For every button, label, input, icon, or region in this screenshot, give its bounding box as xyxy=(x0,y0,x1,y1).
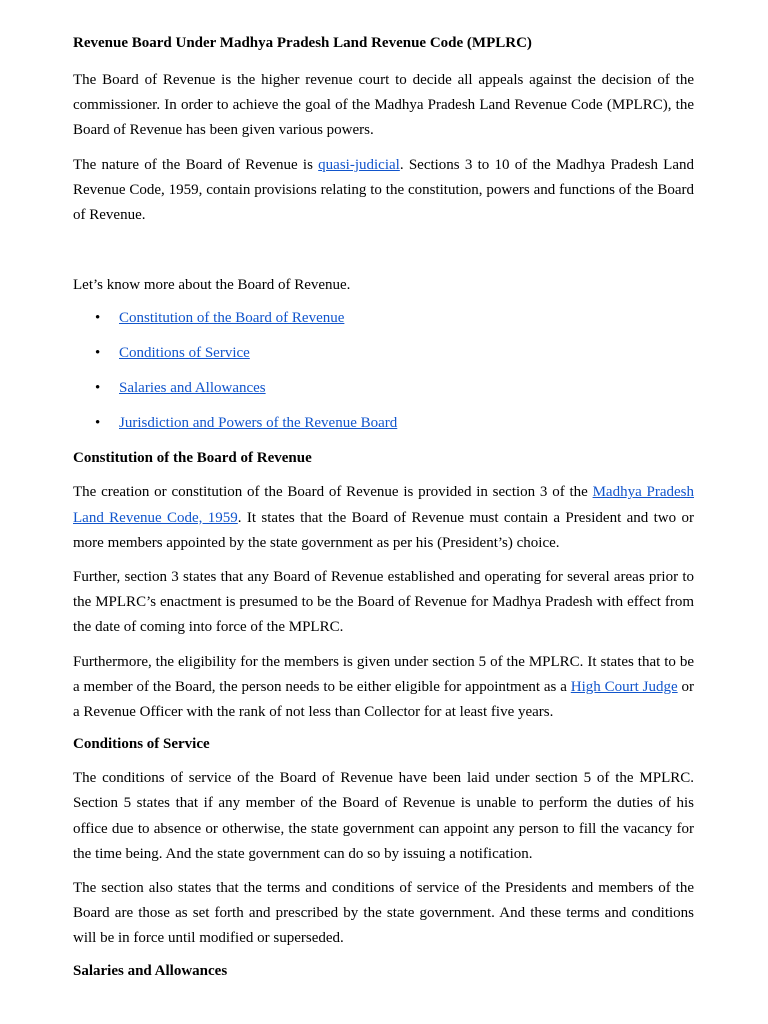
high-court-judge-link[interactable]: High Court Judge xyxy=(570,678,678,695)
intro-paragraph-2-text-after: . Sections 3 to 10 of the Madhya Pradesh Land Revenue Code, 1959, contain provisions relating to the constitution, powers and functions of the Board of Revenue. xyxy=(73,156,695,224)
conditions-paragraph-1: The conditions of service of the Board of Revenue have been laid under section 5 of the MPLRC. Section 5 states that if any member of the Board of Revenue is unable to perform the duties of his office due to absence or otherwise, the state government can appoint any person to fill the vacancy for the time being. And the state government can do so by issuing a notification. xyxy=(73,770,694,862)
constitution-paragraph-3-text-after: or a Revenue Officer with the rank of not less than Collector for at least five years. xyxy=(73,678,694,721)
constitution-paragraph-1-text-after: . It states that the Board of Revenue must contain a President and two or more members appointed by the state government as per his (President’s) choice. xyxy=(73,509,694,551)
section-heading-constitution: Constitution of the Board of Revenue xyxy=(73,450,312,467)
bullet-icon: • xyxy=(95,415,101,432)
section-heading-conditions: Conditions of Service xyxy=(73,736,210,753)
table-of-contents xyxy=(73,308,694,433)
bullet-icon: • xyxy=(95,380,101,397)
toc-link-conditions[interactable]: Conditions of Service xyxy=(119,345,250,362)
toc-link-salaries[interactable]: Salaries and Allowances xyxy=(119,380,266,397)
constitution-paragraph-3-text-before: Furthermore, the eligibility for the members is given under section 5 of the MPLRC. It states that to be a member of the Board, the person needs to be either eligible for appointment as a xyxy=(73,653,694,695)
intro-paragraph-1: The Board of Revenue is the higher revenue court to decide all appeals against the decision of the commissioner. In order to achieve the goal of the Madhya Pradesh Land Revenue Code (MPLRC), the Board of Revenue has been given various powers. xyxy=(73,72,694,139)
quasi-judicial-link[interactable]: quasi-judicial xyxy=(318,156,400,173)
conditions-paragraph-2: The section also states that the terms and conditions of service of the Presidents and members of the Board are those as set forth and prescribed by the state government. And these terms and conditions will be in force until modified or superseded. xyxy=(73,880,694,947)
constitution-paragraph-1-text-before: The creation or constitution of the Board of Revenue is provided in section 3 of the xyxy=(73,484,593,501)
intro-paragraph-3: Let’s know more about the Board of Revenue. xyxy=(73,277,351,294)
mplrc-1959-link[interactable]: Madhya Pradesh Land Revenue Code, 1959 xyxy=(73,484,694,526)
intro-paragraph-2-text-before: The nature of the Board of Revenue is xyxy=(73,156,319,173)
bullet-icon: • xyxy=(95,310,101,327)
constitution-paragraph-1 xyxy=(73,480,694,556)
toc-item-jurisdiction xyxy=(73,413,694,433)
toc-item-salaries xyxy=(73,378,694,398)
intro-paragraph-2 xyxy=(73,153,694,229)
constitution-paragraph-3 xyxy=(73,650,694,726)
section-heading-salaries: Salaries and Allowances xyxy=(73,962,228,979)
document-title: Revenue Board Under Madhya Pradesh Land Revenue Code (MPLRC) xyxy=(73,35,532,51)
toc-link-constitution[interactable]: Constitution of the Board of Revenue xyxy=(119,310,345,327)
constitution-paragraph-2: Further, section 3 states that any Board of Revenue established and operating for several areas prior to the MPLRC’s enactment is presumed to be the Board of Revenue for Madhya Pradesh with effect from the date of coming into force of the MPLRC. xyxy=(73,569,694,636)
bullet-icon: • xyxy=(95,345,101,362)
toc-item-conditions xyxy=(73,343,694,363)
blank-line xyxy=(73,237,694,273)
toc-link-jurisdiction[interactable]: Jurisdiction and Powers of the Revenue Board xyxy=(119,415,398,432)
toc-item-constitution xyxy=(73,308,694,328)
